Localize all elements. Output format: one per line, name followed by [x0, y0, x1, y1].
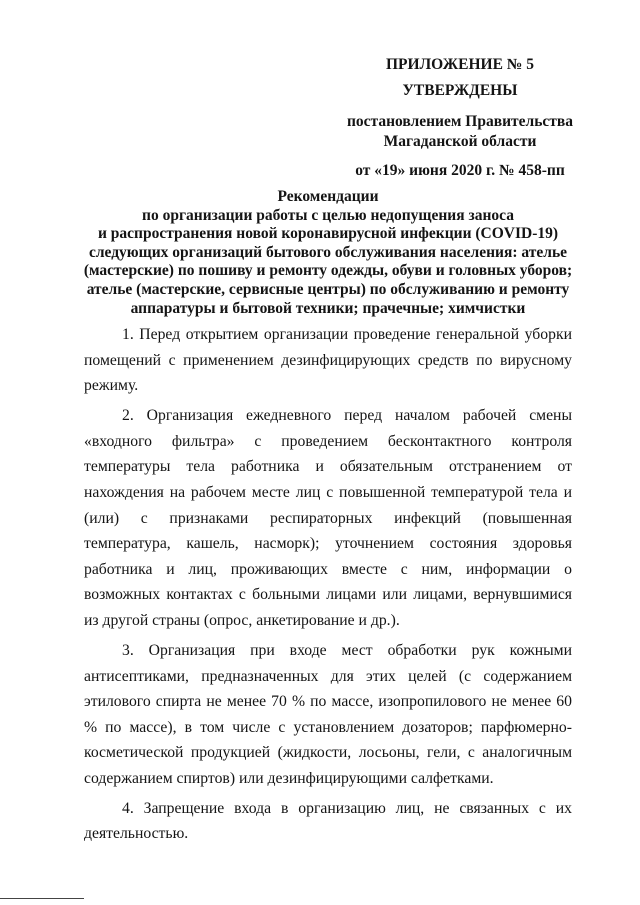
paragraph-4: 4. Запрещение входа в организацию лиц, не связанных с их деятельностью.	[84, 799, 572, 843]
title-line-1: Рекомендации	[277, 188, 379, 205]
approval-block	[340, 55, 580, 181]
title-line-2: по организации работы с целью недопущения заноса	[142, 206, 514, 224]
document-title	[78, 188, 578, 318]
decree-line-1: постановлением Правительства	[346, 113, 574, 130]
paragraph-2: 2. Организация ежедневного перед началом рабочей смены «входного фильтра» с проведением бесконтактного контроля температуры тела работника и обязательным отстранением от нахождения на рабочем месте лиц с повышенной температурой тела и (или) с признаками респираторных инфекций (повышенная температура, кашель, насморк); уточнением состояния здоровья работника и лиц, проживающих вместе с ним, информации о возможных контактах с больными лицами или лицами, вернувшимися из другой страны (опрос, анкетирование и др.).	[84, 407, 572, 629]
appendix-number: ПРИЛОЖЕНИЕ № 5	[386, 56, 534, 73]
approved-heading: УТВЕРЖДЕНЫ	[402, 82, 518, 99]
title-line-4: следующих организаций бытового обслуживания населения: ателье	[88, 243, 568, 261]
title-line-5: (мастерские) по пошиву и ремонту одежды, обуви и головных уборов;	[83, 262, 573, 280]
title-line-3: и распространения новой коронавирусной инфекции (COVID-19)	[97, 225, 559, 243]
decree-line-2: Магаданской области	[383, 133, 537, 150]
footer-rule	[0, 898, 84, 899]
paragraph-3: 3. Организация при входе мест обработки рук кожными антисептиками, предназначенных для этих целей (с содержанием этилового спирта не менее 70 % по массе, изопропилового не менее 60 % по массе), в том числе с установлением дозаторов; парфюмерно-косметической продукцией (жидкости, лосьоны, гели, с аналогичным содержанием спиртов) или дезинфицирующими салфетками.	[84, 641, 572, 787]
title-line-7: аппаратуры и бытовой техники; прачечные; химчистки	[130, 299, 526, 317]
document-body	[84, 322, 572, 847]
title-line-6: ателье (мастерские, сервисные центры) по обслуживанию и ремонту	[86, 280, 570, 298]
paragraph-1: 1. Перед открытием организации проведение генеральной уборки помещений с применением дезинфицирующих средств по вирусному режиму.	[84, 326, 572, 395]
decree-date-number: от «19» июня 2020 г. № 458-пп	[355, 162, 565, 179]
